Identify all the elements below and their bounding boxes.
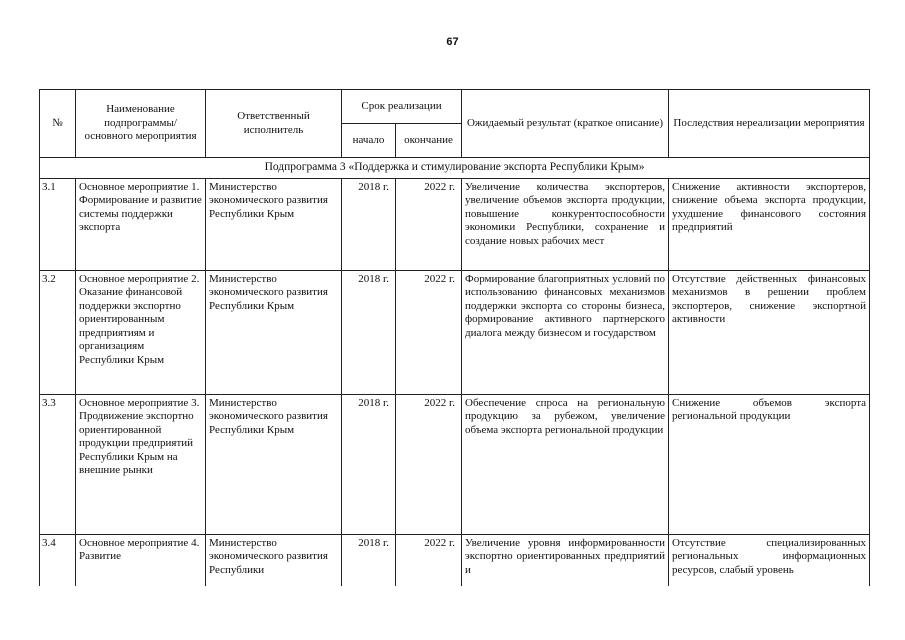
row-num: 3.4 [40, 534, 76, 586]
row-responsible: Министерство экономического развития Республики Крым [206, 178, 342, 270]
row-name: Основное мероприятие 3. Продвижение экспортно ориентированной продукции предприятий Республики Крым на внешние рынки [76, 394, 206, 534]
header-responsible: Ответственный исполнитель [206, 90, 342, 158]
subprogram-title: Подпрограмма 3 «Поддержка и стимулирование экспорта Республики Крым» [40, 158, 870, 179]
page-number: 67 [446, 36, 459, 48]
table-row [40, 394, 870, 534]
row-end: 2022 г. [396, 534, 462, 586]
row-start: 2018 г. [342, 178, 396, 270]
header-name: Наименование подпрограммы/ основного мероприятия [76, 90, 206, 158]
header-start: начало [342, 124, 396, 158]
row-start: 2018 г. [342, 394, 396, 534]
row-consequences: Отсутствие действенных финансовых механизмов в решении проблем экспортеров, снижение экспортной активности [669, 270, 870, 394]
header-end: окончание [396, 124, 462, 158]
header-period: Срок реализации [342, 90, 462, 124]
header-consequences: Последствия нереализации мероприятия [669, 90, 870, 158]
row-num: 3.3 [40, 394, 76, 534]
row-consequences: Снижение объемов экспорта региональной продукции [669, 394, 870, 534]
row-responsible: Министерство экономического развития Республики Крым [206, 270, 342, 394]
row-name: Основное мероприятие 1. Формирование и развитие системы поддержки экспорта [76, 178, 206, 270]
row-responsible: Министерство экономического развития Республики [206, 534, 342, 586]
row-result: Увеличение количества экспортеров, увеличение объемов экспорта продукции, повышение конкурентоспособности экономики Республики, сохранение и создание новых рабочих мест [462, 178, 669, 270]
row-start: 2018 г. [342, 534, 396, 586]
program-table [39, 89, 870, 586]
table-row [40, 178, 870, 270]
row-name: Основное мероприятие 2. Оказание финансовой поддержки экспортно ориентированным предприятиям и организациям Республики Крым [76, 270, 206, 394]
table-row [40, 534, 870, 586]
row-result: Формирование благоприятных условий по использованию финансовых механизмов поддержки экспорта со стороны бизнеса, формирование активного партнерского диалога между бизнесом и государством [462, 270, 669, 394]
row-end: 2022 г. [396, 178, 462, 270]
row-consequences: Отсутствие специализированных региональных информационных ресурсов, слабый уровень [669, 534, 870, 586]
row-start: 2018 г. [342, 270, 396, 394]
header-result: Ожидаемый результат (краткое описание) [462, 90, 669, 158]
header-num: № [40, 90, 76, 158]
row-consequences: Снижение активности экспортеров, снижение объема экспорта продукции, ухудшение финансового состояния предприятий [669, 178, 870, 270]
row-end: 2022 г. [396, 270, 462, 394]
row-result: Обеспечение спроса на региональную продукцию за рубежом, увеличение объема экспорта региональной продукции [462, 394, 669, 534]
row-responsible: Министерство экономического развития Республики Крым [206, 394, 342, 534]
row-num: 3.2 [40, 270, 76, 394]
row-result: Увеличение уровня информированности экспортно ориентированных предприятий и [462, 534, 669, 586]
row-name: Основное мероприятие 4. Развитие [76, 534, 206, 586]
row-num: 3.1 [40, 178, 76, 270]
row-end: 2022 г. [396, 394, 462, 534]
table-row [40, 270, 870, 394]
